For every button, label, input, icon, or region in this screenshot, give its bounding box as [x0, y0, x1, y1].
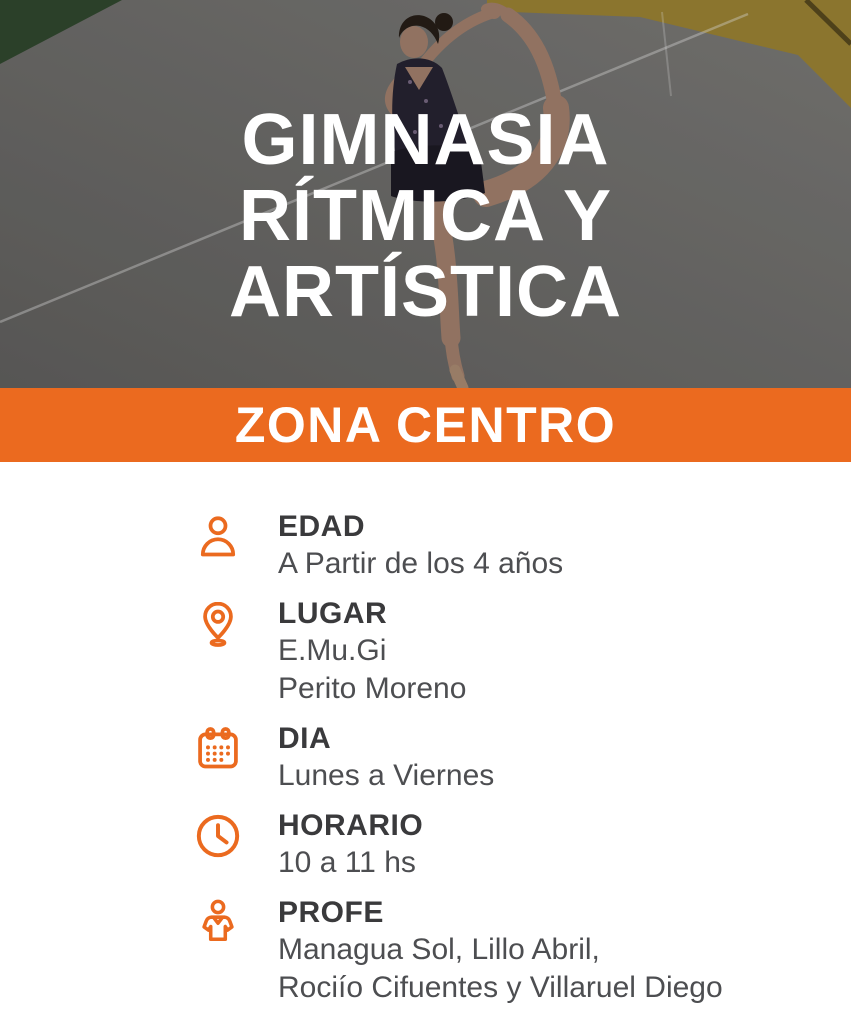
info-text-horario [278, 807, 821, 882]
info-value: E.Mu.Gi [278, 634, 387, 667]
info-label: HORARIO [278, 809, 424, 842]
info-label: DIA [278, 722, 332, 755]
location-pin-icon [192, 595, 244, 653]
info-value: Managua Sol, Lillo Abril, [278, 933, 600, 966]
info-section [0, 462, 851, 1007]
hero-section [0, 0, 851, 388]
title-line-3: ARTÍSTICA [229, 252, 622, 332]
info-text-profe [278, 894, 821, 1007]
page-title [0, 102, 851, 330]
title-line-2: RÍTMICA Y [238, 176, 612, 256]
info-text-lugar [278, 595, 821, 708]
teacher-icon [192, 894, 244, 952]
info-row-dia [192, 720, 821, 795]
info-row-edad [192, 508, 821, 583]
info-value: A Partir de los 4 años [278, 547, 564, 580]
info-label: LUGAR [278, 597, 388, 630]
title-line-1: GIMNASIA [241, 100, 610, 180]
info-text-edad [278, 508, 821, 583]
zone-banner-label: ZONA CENTRO [234, 397, 617, 453]
info-row-profe [192, 894, 821, 1007]
clock-icon [192, 807, 244, 865]
info-row-lugar [192, 595, 821, 708]
info-value: Perito Moreno [278, 672, 467, 705]
info-value: Rociío Cifuentes y Villaruel Diego [278, 971, 723, 1004]
info-text-dia [278, 720, 821, 795]
info-label: EDAD [278, 510, 366, 543]
info-value: 10 a 11 hs [278, 846, 416, 879]
info-row-horario [192, 807, 821, 882]
calendar-icon [192, 720, 244, 778]
info-label: PROFE [278, 896, 384, 929]
person-icon [192, 508, 244, 566]
info-value: Lunes a Viernes [278, 759, 495, 792]
zone-banner [0, 388, 851, 462]
